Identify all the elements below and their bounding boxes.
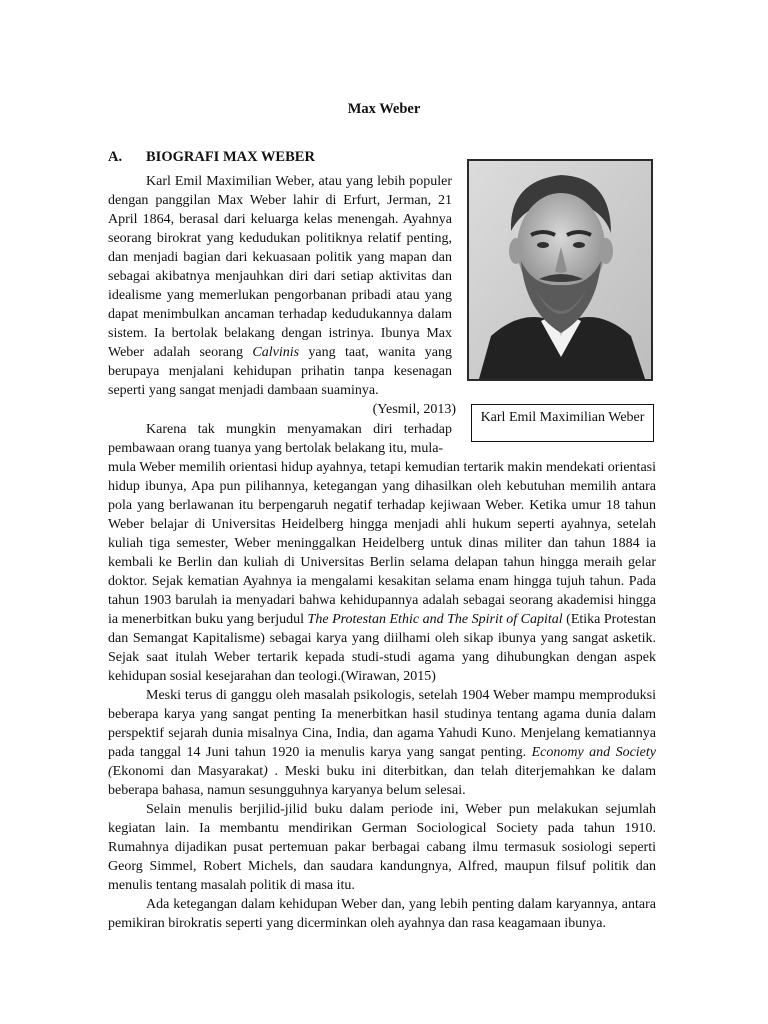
paragraph-5: Ada ketegangan dalam kehidupan Weber dan, yang lebih penting dalam karyannya, antara pemikiran birokratis seperti yang dicerminkan oleh ayahnya dan rasa keagamaan ibunya. <box>108 897 656 931</box>
section-heading-text: BIOGRAFI MAX WEBER <box>146 149 315 165</box>
paragraph-3-text-c: . Meski buku ini diterbitkan, dan telah diterjemahkan ke dalam beberapa bahasa, namun sesungguhnya karyanya belum selesai. <box>108 764 656 798</box>
paragraph-3 <box>108 686 656 800</box>
paragraph-3-text-a: Meski terus di ganggu oleh masalah psikologis, setelah 1904 Weber mampu memproduksi beberapa karya yang sangat penting Ia menerbitkan hasil studinya tentang agama dunia dalam perspektif sejarah dunia misalnya Cina, India, dan agama Yahudi Kuno. Menjelang kematiannya pada tanggal 14 Juni tahun 1920 ia menulis karya yang sangat penting. <box>108 688 656 760</box>
section-heading <box>108 149 315 166</box>
paragraph-3-text-b: Ekonomi dan Masyarakat <box>112 764 264 779</box>
paragraph-3-italic-2: ) <box>263 764 268 779</box>
paragraph-3-italic: Economy and Society ( <box>108 745 657 779</box>
photo-caption-box <box>471 404 654 442</box>
paragraph-1 <box>108 172 452 400</box>
document-title: Max Weber <box>347 101 421 117</box>
paragraph-2-italic: The Protestan Ethic and The Spirit of Capital <box>307 612 563 627</box>
main-text-full-width <box>108 458 656 933</box>
paragraph-2-continued <box>108 458 656 686</box>
paragraph-1-text-a: Karl Emil Maximilian Weber, atau yang lebih populer dengan panggilan Max Weber lahir di Erfurt, Jerman, 21 April 1864, berasal dari keluarga kelas menengah. Ayahnya seorang birokrat yang kedudukan politiknya relatif penting, dan menjadi bagian dari kekuasaan politik yang mapan dan sebagai akibatnya menjauhkan diri dari setiap aktivitas dan idealisme yang memerlukan pengorbanan pribadi atau yang dapat menimbulkan ancaman terhadap kedudukannya dalam sistem. Ia bertolak belakang dengan istrinya. Ibunya Max Weber adalah seorang <box>108 174 452 360</box>
portrait-illustration <box>469 161 651 379</box>
paragraph-2-text-b: (Etika Protestan dan Semangat Kapitalisme) sebagai karya yang diilhami oleh sikap ibunya yang sangat asketik. Sejak saat itulah Weber tertarik kepada studi-studi agama yang dihubungkan dengan aspek kehidupan sosial kesejarahan dan teologi.(Wirawan, 2015) <box>108 612 657 684</box>
paragraph-1-italic: Calvinis <box>252 345 300 360</box>
section-number: A. <box>108 149 123 165</box>
paragraph-2-text-a: mula Weber memilih orientasi hidup ayahnya, tetapi kemudian tertarik makin mendekati orientasi hidup ibunya, Apa pun pilihannya, ketegangan yang dihasilkan oleh kebutuhan memilih antara pola yang berlawanan itu berpengaruh negatif terhadap kejiwaan Weber. Ketika umur 18 tahun Weber belajar di Universitas Heidelberg hingga menjadi ahli hukum seperti ayahnya, setelah kuliah tiga semester, Weber meninggalkan Heidelberg untuk dinas militer dan tahun 1884 ia kembali ke Berlin dan kuliah di Universitas Berlin selama delapan tahun hingga meraih gelar doktor. Sejak kematian Ayahnya ia mengalami kesakitan selama enam hingga tujuh tahun. Pada tahun 1903 barulah ia menyadari bahwa kehidupannya adalah sebagai seorang akademisi hingga ia menerbitkan buku yang berjudul <box>108 460 656 627</box>
paragraph-2-column-text: Karena tak mungkin menyamakan diri terhadap pembawaan orang tuanya yang bertolak belakang itu, mula- <box>108 422 452 456</box>
portrait-photo <box>467 159 653 381</box>
citation-yesmil: (Yesmil, 2013) <box>372 402 456 417</box>
paragraph-2-column <box>108 420 452 458</box>
paragraph-4: Selain menulis berjilid-jilid buku dalam periode ini, Weber pun melakukan sejumlah kegiatan lain. Ia membantu mendirikan German Sociological Society pada tahun 1910. Rumahnya dijadikan pusat pertemuan pakar berbagai cabang ilmu termasuk sosiologi seperti Georg Simmel, Robert Michels, dan saudara kandungnya, Alfred, maupun filsuf politik dan menulis tentang masalah politik di masa itu. <box>108 802 656 893</box>
photo-caption: Karl Emil Maximilian Weber <box>480 410 645 425</box>
paragraph-1-text-b: yang taat, wanita yang berupaya menjalani kehidupan prihatin tanpa kesenagan seperti yang sangat menjadi dambaan suaminya. <box>108 345 452 398</box>
